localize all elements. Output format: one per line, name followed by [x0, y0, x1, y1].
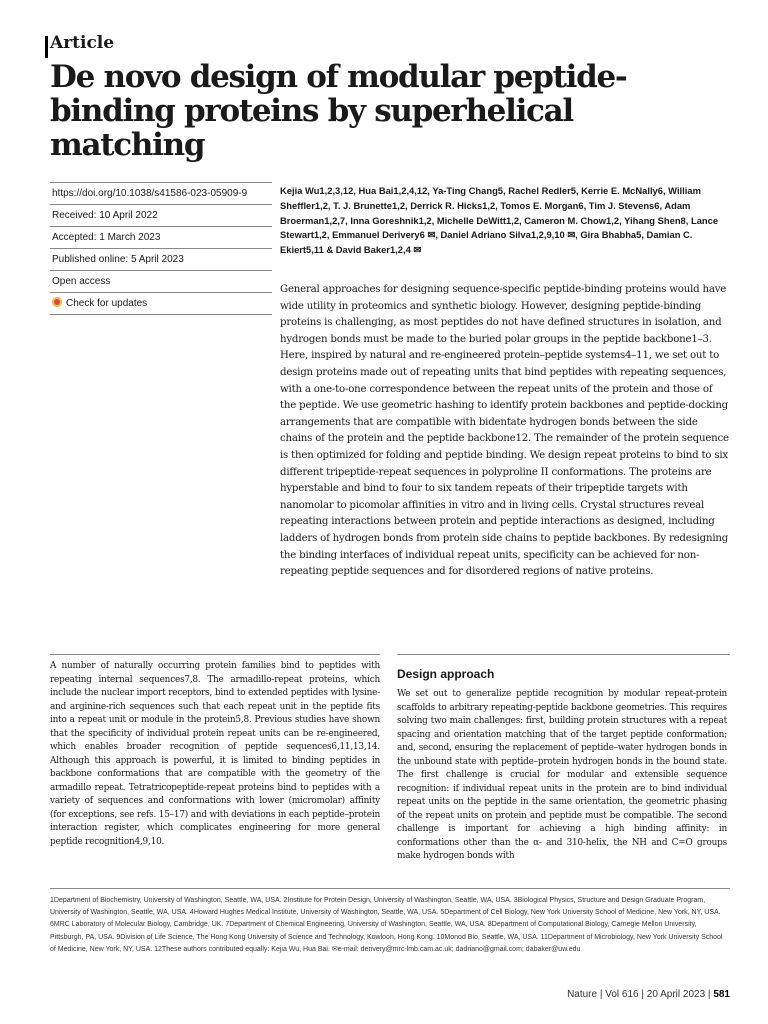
footnote-rule — [50, 888, 730, 889]
page-footer: Nature | Vol 616 | 20 April 2023 | 581 — [567, 989, 730, 1000]
check-updates-label: Check for updates — [66, 298, 148, 309]
page-number: 581 — [713, 989, 730, 1000]
column-rule-right — [397, 654, 730, 655]
received-date: Received: 10 April 2022 — [50, 204, 272, 226]
abstract: General approaches for designing sequence-specific peptide-binding proteins would have wide utility in proteomics and synthetic biology. However, designing peptide-binding proteins is challenging, as most peptides do not have defined structures in isolation, and hydrogen bonds must be made to the buried polar groups in the peptide backbone1–3. Here, inspired by natural and re-engineered protein–peptide systems4–11, we set out to design proteins made out of repeating units that bind peptides with repeating sequences, with a one-to-one correspondence between the repeat units of the protein and those of the peptide. We use geometric hashing to identify protein backbones and peptide-docking arrangements that are compatible with bidentate hydrogen bonds between the side chains of the protein and the peptide backbone12. The remainder of the protein sequence is then optimized for folding and peptide binding. We design repeat proteins to bind to six different tripeptide-repeat sequences in polyproline II conformations. The proteins are hyperstable and bind to four to six tandem repeats of their tripeptide targets with nanomolar to picomolar affinities in vitro and in living cells. Crystal structures reveal repeating interactions between protein and peptide interactions as designed, including ladders of hydrogen bonds from protein side chains to peptide backbones. By redesigning the binding interfaces of individual repeat units, specificity can be achieved for non-repeating peptide sequences and for disordered regions of native proteins. — [280, 284, 729, 578]
section-accent-bar — [45, 36, 48, 58]
column-rule-left — [50, 654, 380, 655]
open-access-label: Open access — [50, 270, 272, 292]
journal-volume: Vol 616 — [605, 989, 639, 1000]
affiliations-footnote: 1Department of Biochemistry, University of Washington, Seattle, WA, USA. 2Institute for Protein Design, University of Washington, Seattle, WA, USA. 3Biological Physics, Structure and Design Graduate Program, University of Washington, Seattle, WA, USA. 4Howard Hughes Medical Institute, University of Washington, Seattle, WA, USA. 5Department of Cell Biology, New York University School of Medicine, New York, NY, USA. 6MRC Laboratory of Molecular Biology, Cambridge, UK. 7Department of Chemical Engineering, University of Washington, Seattle, WA, USA. 8Department of Computational Biology, Carnegie Mellon University, Pittsburgh, PA, USA. 9Division of Life Science, The Hong Kong University of Science and Technology, Kowloon, Hong Kong. 10Monod Bio, Seattle, WA, USA. 11Department of Microbiology, New York University School of Medicine, New York, NY, USA. 12These authors contributed equally: Kejia Wu, Hua Bai. ✉e-mail: derivery@mrc-lmb.cam.ac.uk; dadriano@gmail.com; dabaker@uw.edu — [50, 897, 723, 953]
issue-date: 20 April 2023 — [646, 989, 706, 1000]
section-heading: Design approach — [397, 667, 495, 681]
article-title: De novo design of modular peptide-binding proteins by superhelical matching — [50, 59, 627, 163]
section-label: Article — [50, 33, 115, 53]
accepted-date: Accepted: 1 March 2023 — [50, 226, 272, 248]
journal-name: Nature — [567, 989, 598, 1000]
body-text-right: We set out to generalize peptide recognition by modular repeat-protein scaffolds to arbitrary repeating-peptide backbone geometries. This requires solving two main challenges: first, building protein structures with a repeat spacing and orientation matching that of the target peptide conformation; and, second, ensuring the replacement of peptide–water hydrogen bonds in the unbound state with peptide–protein hydrogen bonds in the bound state. The first challenge is crucial for modular and extensible sequence recognition: if individual repeat units in the protein are to bind individual repeat units on the peptide in the same orientation, the geometric phasing of the repeat units on protein and peptide must be compatible. The second challenge is important for achieving a high binding affinity: in conformations other than the α- and 310-helix, the NH and C=O groups make hydrogen bonds with — [397, 689, 727, 861]
body-text-left: A number of naturally occurring protein families bind to peptides with repeating internal sequences7,8. The armadillo-repeat proteins, which include the nuclear import receptors, bind to extended peptides with lysine- and arginine-rich sequences such that each repeat unit in the peptide fits into a repeat unit or module in the protein5,8. Previous studies have shown that the specificity of individual protein repeat units can be re-engineered, which enables broader recognition of peptide sequences6,11,13,14. Although this approach is powerful, it is limited to binding peptides in backbone conformations that are compatible with the geometry of the armadillo repeat. Tetratricopeptide-repeat proteins bind to peptides with a variety of sequences and conformations with lower (micromolar) affinity (for exceptions, see refs. 15–17) and with deviations in each peptide–protein interaction register, which complicates engineering for more general peptide recognition4,9,10. — [50, 661, 380, 847]
check-updates-icon — [52, 297, 62, 307]
author-list: Kejia Wu1,2,3,12, Hua Bai1,2,4,12, Ya-Ting Chang5, Rachel Redler5, Kerrie E. McNally6, William Sheffler1,2, T. J. Brunette1,2, Derrick R. Hicks1,2, Tomos E. Morgan6, Tim J. Stevens6, Adam Broerman1,2,7, Inna Goreshnik1,2, Michelle DeWitt1,2, Cameron M. Chow1,2, Yihang Shen8, Lance Stewart1,2, Emmanuel Derivery6 ✉, Daniel Adriano Silva1,2,9,10 ✉, Gira Bhabha5, Damian C. Ekiert5,11 & David Baker1,2,4 ✉ — [280, 185, 719, 256]
published-date: Published online: 5 April 2023 — [50, 248, 272, 270]
check-updates-button[interactable] — [50, 292, 272, 315]
article-metadata — [50, 182, 272, 315]
doi-link[interactable]: https://doi.org/10.1038/s41586-023-05909-9 — [50, 182, 272, 204]
